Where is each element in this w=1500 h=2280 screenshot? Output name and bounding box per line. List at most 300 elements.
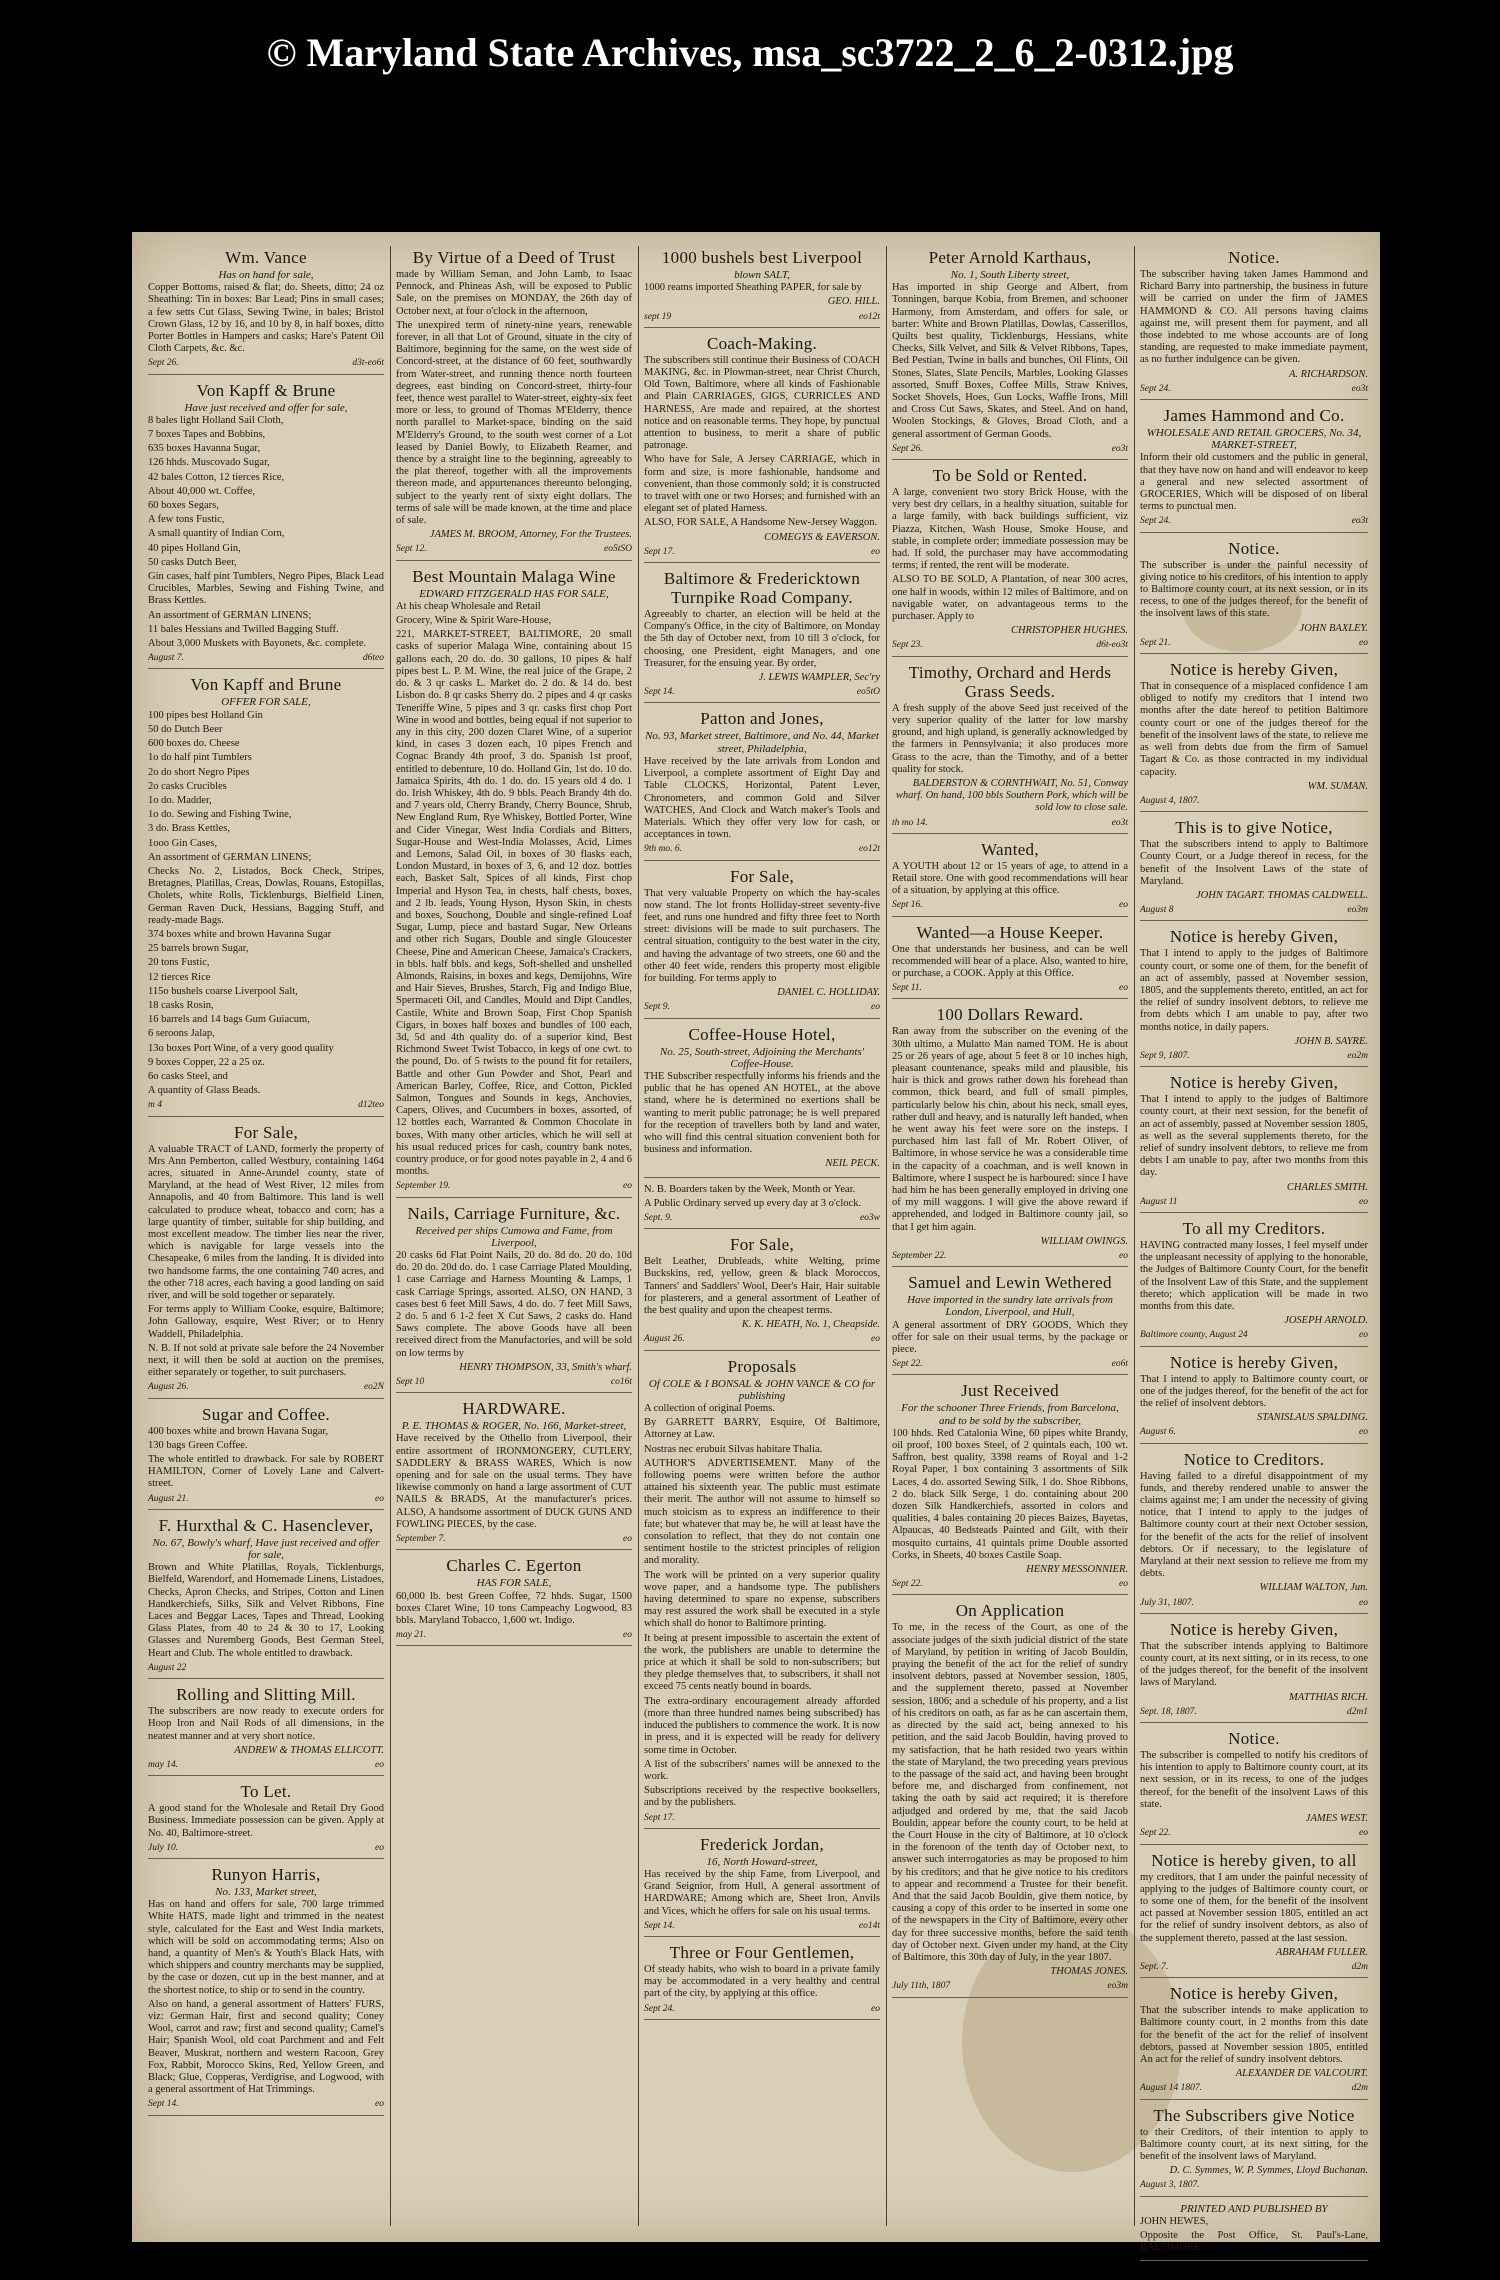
ad-body-text: 1o do. Madder,	[148, 794, 212, 806]
ad-signature: ANDREW & THOMAS ELLICOTT.	[234, 1744, 384, 1756]
ad-title: Notice is hereby Given,	[1169, 1073, 1339, 1093]
advertisement	[1140, 1729, 1368, 1844]
ad-signature: MATTHIAS RICH.	[1289, 1691, 1368, 1703]
ad-body-text: 1o do. Sewing and Fishing Twine,	[148, 809, 292, 821]
ad-body-text: 20 casks 6d Flat Point Nails, 20 do. 8d do. 20 do. 10d do. 20 do. 20d do. do. 1 case Carriage Plated Moulding, 1 case Carriage and Harness Mounting & Lamps, 1 cask Carriage Springs, assorted. ALSO, ON HAND, 3 cases best 6 feet Mill Saws, 4 do. do. 7 feet Mill Saws, 2 do. 5 and 6 1-2 feet X Cut Saws, 2 casks do. Hand Saws complete. The above Goods have all been received direct from the Manufactories, and will be sold on low terms by	[396, 1250, 632, 1359]
advertisement	[1140, 818, 1368, 921]
ad-body-text: That the subscriber intends applying to Baltimore county court, at its next sitting, or in its recess, to one of the judges thereof, for the benefit of the insolvent laws of Maryland.	[1140, 1640, 1368, 1689]
ad-insertion-code: eo	[1119, 900, 1128, 911]
ad-title: Samuel and Lewin Wethered	[908, 1273, 1112, 1293]
ad-dateline	[892, 1358, 1128, 1370]
advertisement	[892, 663, 1128, 834]
ad-insertion-code: eo	[1359, 1330, 1368, 1341]
ad-body-text: Have received by the late arrivals from London and Liverpool, a complete assortment of Eight Day and Table CLOCKS, Horizontal, Patent Lever, Chronometers, and common Gold and Silver WATCHES, And Clock and Watch maker's Tools and Materials. Which they offer very low for cash, or acceptances in town.	[644, 755, 880, 841]
ad-body-text: 12 tierces Rice	[148, 971, 211, 983]
ad-body-text: 374 boxes white and brown Havanna Sugar	[148, 928, 332, 940]
ad-body-text: The subscribers are now ready to execute orders for Hoop Iron and Nail Rods of all dimensions, in the neatest manner and at very short notice.	[148, 1706, 384, 1742]
ad-date: September 22.	[892, 1251, 947, 1261]
ad-title: By Virtue of a Deed of Trust	[412, 248, 616, 267]
ad-date: Sept 9.	[644, 1002, 670, 1013]
ad-date: sept 19	[644, 311, 672, 322]
ad-signature: JOHN BAXLEY.	[1299, 622, 1368, 634]
ad-subtitle: No. 1, South Liberty street,	[950, 269, 1070, 281]
ad-body-text: About 40,000 wt. Coffee,	[148, 485, 256, 497]
ad-title: On Application	[955, 1601, 1065, 1621]
ad-signature: JAMES M. BROOM, Attorney, For the Trustees.	[429, 529, 632, 541]
ad-body-text: 3 do. Brass Kettles,	[148, 823, 230, 835]
ad-signature: NEIL PECK.	[825, 1158, 880, 1170]
ad-date: Sept 11.	[892, 983, 922, 994]
ad-title: To be Sold or Rented.	[932, 466, 1088, 486]
ad-insertion-code: eo2N	[363, 1382, 384, 1393]
advertisement	[892, 923, 1128, 1000]
advertisement	[892, 466, 1128, 657]
ad-insertion-code: eo	[375, 1493, 384, 1504]
ad-dateline	[148, 652, 384, 664]
ad-insertion-code: eo	[1359, 1427, 1368, 1438]
ad-insertion-code: eo	[1359, 1828, 1368, 1839]
ad-date: August 22	[148, 1662, 187, 1673]
ad-body-text: to their Creditors, of their intention to apply to Baltimore county court, at its next sitting, for the benefit of the insolvent laws of Maryland.	[1140, 2126, 1368, 2162]
ad-date: Sept. 7.	[1140, 1961, 1169, 1972]
ad-body-text: 115o bushels coarse Liverpool Salt,	[148, 985, 298, 997]
ad-insertion-code: eo	[1359, 1597, 1368, 1608]
ad-date: Sept 14.	[644, 687, 675, 698]
ad-insertion-code: eo3m	[1107, 1981, 1128, 1992]
advertisement	[396, 567, 632, 1198]
ad-date: Sept 24.	[644, 2003, 675, 2014]
ad-title: To Let.	[240, 1782, 292, 1802]
advertisement	[148, 1865, 384, 2116]
ad-dateline	[644, 546, 880, 558]
ad-body-text: A fresh supply of the above Seed just received of the very superior quality of the latter for low marshy ground, and high upland, is generally acknowledged by the farmers in Pennsylvania; it also produces more Grass to the acre, than the Timothy, and of a better quality for stock.	[892, 702, 1128, 775]
ad-dateline	[644, 1812, 880, 1824]
advertisement	[396, 1399, 632, 1550]
ad-title: Sugar and Coffee.	[201, 1404, 330, 1424]
ad-insertion-code: eo6t	[1111, 1359, 1128, 1370]
ad-dateline	[892, 1578, 1128, 1590]
ad-dateline	[644, 1333, 880, 1345]
ad-dateline	[644, 1920, 880, 1932]
ad-date: Sept 23.	[892, 640, 923, 651]
ad-insertion-code: eo	[871, 1334, 880, 1345]
ad-title: Wm. Vance	[225, 248, 307, 267]
ad-title: Notice to Creditors.	[1183, 1449, 1325, 1469]
ad-signature: DANIEL C. HOLLIDAY.	[777, 987, 880, 999]
ad-date: August 7.	[148, 653, 184, 664]
ad-date: September 7.	[396, 1534, 446, 1545]
ad-body-text: About 3,000 Muskets with Bayonets, &c. complete.	[148, 638, 367, 650]
ad-subtitle: Of COLE & I BONSAL & JOHN VANCE & CO for publishing	[648, 1377, 876, 1402]
column-4	[886, 248, 1134, 2226]
ad-title: For Sale,	[729, 1235, 795, 1255]
ad-dateline	[148, 1099, 384, 1111]
ad-insertion-code: eo	[623, 1181, 632, 1192]
advertisement	[1140, 1219, 1368, 1347]
ad-date: August 26.	[644, 1334, 685, 1345]
ad-dateline	[148, 1842, 384, 1854]
ad-body-text: 13o boxes Port Wine, of a very good quality	[148, 1042, 334, 1054]
ad-dateline	[644, 311, 880, 323]
ad-body-text: Inform their old customers and the public in general, that they have now on hand and will endeavor to keep a general and new selected assortment of GROCERIES, Which will be disposed of on liberal terms to punctual men.	[1140, 452, 1368, 513]
ad-date: Sept 22.	[1140, 1828, 1171, 1839]
ad-body-text: 100 hhds. Red Catalonia Wine, 60 pipes white Brandy, oil proof, 100 boxes Steel, of 2 quintals each, 100 wt. Saffron, best quality, 3398 reams of Royal and 1-2 Royal Paper, 1 box containing 3 assortments of Silk Laces, 4 do. assorted Sewing Silk, 1 do. Shoe Ribbons, 2 do. black Silk Serge, 1 do. containing about 200 dozen Silk Handkerchiefs, assorted in colors and qualities, 4 bales containing 20 pieces Baizes, Bayetas, Alpaucas, 40 Bedsteads Painted and Gilt, with their mosquito curtains, 41 quintals prime Double assorted Corks, in Sheets, 40 boxes Castile Soap.	[892, 1427, 1128, 1561]
ad-body-text: One that understands her business, and can be well recommended will hear of a place. Also, wanted to hire, or purchase, a COOK. Apply at this Office.	[892, 943, 1128, 979]
ad-body-text: The extra-ordinary encouragement already afforded (more than three hundred names being subscribed) has induced the publishers to commence the work. It is now in press, and it is expected will be ready for delivery some time in October.	[644, 1695, 880, 1756]
ad-body-text: An assortment of GERMAN LINENS;	[148, 851, 312, 863]
ad-title: Coach-Making.	[706, 333, 818, 353]
ad-body-text: 126 hhds. Muscovado Sugar,	[148, 457, 270, 469]
ad-date: September 19.	[396, 1181, 451, 1192]
ad-body-text: That the subscriber intends to make application to Baltimore county court, in 2 months from this date for the benefit of the act for the relief of insolvent debtors, passed at November session 1805, entitled An act for the relief of sundry insolvent debtors.	[1140, 2005, 1368, 2065]
ad-body-text: The unexpired term of ninety-nine years, renewable forever, in all that Lot of Ground, situate in the city of Baltimore, beginning for the same, on the west side of Concord-street, at the distance of 60 feet, southwardly from Water-street, and running thence north fourteen degrees, east binding on Concord-street, thirty-four feet, thence west parallel to Water-street, eighty-six feet more or less, to ground of Thomas M'Elderry, thence north parallel to Market-space, binding on the said M'Elderry's Ground, to the south west corner of a Lot leased by Daniel Bowly, to Elizabeth Reamer, and thence by a straight line to the beginning, agreeably to the plat thereof, together with all the improvements thereon made, and appurtenances thereunto belonging, subject to the yearly rent of sixty eight dollars. The terms of sale will be made known, at the time and place of sale.	[396, 319, 632, 527]
ad-body-text: 1000 reams imported Sheathing PAPER, for sale by	[644, 282, 862, 294]
ad-title: Runyon Harris,	[211, 1864, 321, 1884]
ad-dateline	[1140, 1329, 1368, 1341]
ad-body-text: It being at present impossible to ascertain the extent of the work, the publishers are unable to determine the price at which it shall be sold to non-subscribers; but they pledge themselves that, to subscribers, it shall not exceed 75 cents neatly bound in boards.	[644, 1632, 880, 1693]
ad-body-text: Has imported in ship George and Albert, from Tonningen, barque Kobia, from Bremen, and schooner Harmony, from Amsterdam, and offers for sale, or barter: White and Brown Platillas, Dowlas, Casserillos, Quilts best quality, Ticklenburgs, Hessians, white Checks, Silk Velvet, and Silk & Velvet Ribbons, Tapes, Bed Pestian, Twine in balls and bunches, Oil Flints, Oil Stones, Slates, Slate Pencils, Marbles, Looking Glasses assorted, Snuff Boxes, Coffee Mills, Straw Knives, Socket Shovels, Hoes, Gun Locks, Waffle Irons, Mill and Cross Cut Saws, Skates, and Steel. And on hand, Woolen Stockings, & Gloves, Broad Cloth, and a general assortment of German Goods.	[892, 282, 1128, 440]
ad-title: Notice is hereby Given,	[1169, 927, 1339, 947]
ad-date: Sept 9, 1807.	[1140, 1050, 1190, 1061]
ad-dateline	[892, 443, 1128, 455]
ad-insertion-code: eo3w	[859, 1212, 880, 1223]
ad-body-text: A quantity of Glass Beads.	[148, 1085, 261, 1097]
ad-signature: ALEXANDER DE VALCOURT.	[1235, 2068, 1368, 2080]
ad-dateline	[1140, 383, 1368, 395]
ad-body-text: my creditors, that I am under the painful necessity of applying to the judges of Baltimore county court, or to some one of them, for the benefit of the insolvent act passed at November session 1805, entitled an act for the relief of sundry insolvent debtors, as also of the supplement thereto, passed at the last session.	[1140, 1871, 1368, 1944]
advertisement	[148, 675, 384, 1116]
advertisement	[644, 248, 880, 328]
ad-title: HARDWARE.	[462, 1399, 566, 1419]
advertisement	[644, 1943, 880, 2020]
ad-insertion-code: eo	[1359, 1196, 1368, 1207]
advertisement	[1140, 1353, 1368, 1444]
ad-date: July 31, 1807.	[1140, 1597, 1194, 1608]
ad-date: Sept 24.	[1140, 516, 1171, 527]
ad-body-text: The subscribers still continue their Business of COACH MAKING, &c. in Plowman-street, near Christ Church, Old Town, Baltimore, where all kinds of Fashionable and Plain CARRIAGES, GIGS, CURRICLES AND HARNESS, Are made and repaired, at the shortest notice and on reasonable terms. They hope, by punctual attention to business, to merit a share of public patronage.	[644, 354, 880, 452]
ad-body-text: 2o do short Negro Pipes	[148, 766, 250, 778]
advertisement	[396, 1204, 632, 1394]
ad-insertion-code: eo3t	[1111, 443, 1128, 454]
ad-subtitle: Have just received and offer for sale,	[184, 401, 348, 414]
ad-body-text: 60 boxes Segars,	[148, 500, 219, 512]
ad-date: Sept 17.	[644, 546, 675, 557]
ad-dateline	[148, 1381, 384, 1393]
ad-body-text: Nostras nec erubuit Silvas habitare Thalia.	[644, 1443, 823, 1455]
ad-signature: STANISLAUS SPALDING.	[1256, 1412, 1368, 1424]
ad-date: may 14.	[148, 1759, 179, 1770]
advertisement	[148, 1405, 384, 1510]
ad-dateline	[148, 2098, 384, 2110]
ad-dateline	[644, 1212, 880, 1224]
ad-date: Sept 26.	[148, 358, 179, 369]
advertisement	[644, 1184, 880, 1230]
ad-body-text: 18 casks Rosin,	[148, 999, 214, 1011]
ad-body-text: 6 seroons Jalap,	[148, 1028, 215, 1040]
ad-insertion-code: eo	[375, 1842, 384, 1853]
ad-subtitle: blown SALT,	[734, 269, 790, 281]
ad-dateline	[1140, 904, 1368, 916]
ad-dateline	[892, 639, 1128, 651]
ad-dateline	[148, 357, 384, 369]
column-1	[142, 248, 390, 2226]
ad-body-text: Ran away from the subscriber on the evening of the 30th ultimo, a Mulatto Man named TOM. He is about 25 or 26 years of age, about 5 feet 8 or 10 inches high, pleasant countenance, speaks mild and plausible, his hair is thick and grows rather down his forehead than common, thick beard, and full of small pimples, particularly below his chin, about his neck, small eyes, rather dull and heavy, and is naturally left handed, when he went away his feet were sore on the insteps. I purchased him last fall of Mr. Robert Oliver, of Baltimore, in whose service he was a considerable time in the capacity of a coachman, and is well known in Baltimore, where I suspect he is harboured: since I have had him he has been generally employed in driving one of my mill waggons. I will give the above reward if apprehended, and lodged in Baltimore county jail, so that I get him again.	[892, 1026, 1128, 1233]
ad-signature: WILLIAM OWINGS.	[1040, 1235, 1128, 1247]
advertisement	[892, 1273, 1128, 1375]
ad-body-text: The subscriber having taken James Hammond and Richard Barry into partnership, the business in future will be carried on under the firm of JAMES HAMMOND & CO. All persons having claims against me, will present them for payment, and all those indebted to me whose accounts are of long standing, are requested to make immediate payment, as no further indulgence can be given.	[1140, 269, 1368, 366]
ad-date: Sept. 18, 1807.	[1140, 1706, 1197, 1717]
ad-dateline	[644, 843, 880, 855]
ad-body-text: AUTHOR'S ADVERTISEMENT. Many of the following poems were written before the author attained his sixteenth year. The public must estimate their merit. The author will not assume to himself so much stoicism as to express an indifference to their fate; but whatever that may be, he will at least have the consolation to reflect, that they do not contain one sentiment hostile to the strictest principles of religion and morality.	[644, 1457, 880, 1567]
ad-dateline	[1140, 2082, 1368, 2094]
ad-dateline	[1140, 2179, 1368, 2191]
ad-body-text: Copper Bottoms, raised & flat; do. Sheets, ditto; 24 oz Sheathing: Tin in boxes: Bar Lead; Pins in small cases; a few setts Cut Glass, Sewing Twine, in bales; Bristol Crown Glass, 12 by 16, and 10 by 8, in half boxes, ditto Porter Bottles in Hampers and casks; Hare's Patent Oil Cloth Carpets, &c. &c.	[148, 282, 384, 355]
ad-title: Wanted—a House Keeper.	[916, 922, 1104, 942]
ad-body-text: By GARRETT BARRY, Esquire, Of Baltimore, Attorney at Law.	[644, 1417, 880, 1441]
ad-date: July 10.	[148, 1842, 179, 1853]
advertisement	[148, 1685, 384, 1776]
ad-body-text: 600 boxes do. Cheese	[148, 738, 240, 750]
ad-title: Frederick Jordan,	[699, 1834, 825, 1854]
ad-body-text: 50 casks Dutch Beer,	[148, 556, 237, 568]
ad-title: Charles C. Egerton	[446, 1556, 582, 1576]
ad-dateline	[1140, 795, 1368, 807]
ad-date: Baltimore county, August 24	[1140, 1330, 1248, 1341]
ad-date: Sept 10	[396, 1377, 425, 1388]
ad-body-text: 50 do Dutch Beer	[148, 723, 223, 735]
ad-subtitle: Have imported in the sundry late arrivals from London, Liverpool, and Hull,	[907, 1294, 1113, 1319]
ad-body-text: made by William Seman, and John Lamb, to Isaac Pennock, and Phineas Ash, will be exposed to Public Sale, on the premises on MONDAY, the 26th day of October next, at four o'clock in the afternoon,	[396, 269, 632, 317]
ad-signature: JAMES WEST.	[1305, 1813, 1368, 1825]
ad-body-text: For terms apply to William Cooke, esquire, Baltimore; John Galloway, esquire, West River; or to Henry Waddell, Philadelphia.	[148, 1304, 384, 1340]
ad-body-text: ALSO TO BE SOLD, A Plantation, of near 300 acres, one half in woods, within 12 miles of Baltimore, and on navigable water, on advantageous terms to the purchaser. Apply to	[892, 574, 1128, 623]
ad-body-text: 1o do half pint Tumblers	[148, 752, 252, 764]
ad-insertion-code: d6t-eo3t	[1096, 640, 1128, 651]
ad-body-text: N. B. If not sold at private sale before the 24 November next, it will then be sold at auction on the premises, either separately or together, to suit purchasers.	[148, 1342, 384, 1379]
ad-body-text: The whole entitled to drawback. For sale by ROBERT HAMILTON, Corner of Lovely Lane and Calvert-street.	[148, 1454, 384, 1490]
ad-signature: JOSEPH ARNOLD.	[1284, 1315, 1368, 1327]
ad-date: may 21.	[396, 1630, 427, 1641]
ad-title: 100 Dollars Reward.	[936, 1005, 1084, 1025]
ad-date: th mo 14.	[892, 817, 928, 828]
ad-insertion-code: eo	[871, 1002, 880, 1013]
ad-signature: THOMAS JONES.	[1050, 1966, 1128, 1978]
ad-title: James Hammond and Co.	[1163, 406, 1345, 426]
ad-body-text: HAVING contracted many losses, I feel myself under the unpleasant necessity of applying to the honorable, the Judges of Baltimore County Court, for the benefit of the Insolvent Law of this State, and the supplement thereto; which application will be made in two months from this date.	[1140, 1239, 1368, 1312]
ad-title: Peter Arnold Karthaus,	[928, 248, 1092, 267]
ad-body-text: 40 pipes Holland Gin,	[148, 542, 241, 554]
ad-title: Coffee-House Hotel,	[688, 1024, 836, 1044]
ad-subtitle: PRINTED AND PUBLISHED BY	[1180, 2202, 1328, 2215]
ad-date: 9th mo. 6.	[644, 844, 682, 855]
ad-body-text: At his cheap Wholesale and Retail	[396, 600, 541, 612]
advertisement	[148, 1516, 384, 1679]
ad-insertion-code: eo12t	[858, 844, 880, 855]
ad-insertion-code: eo3t	[1351, 516, 1368, 527]
ad-signature: WM. SUMAN.	[1307, 780, 1368, 792]
ad-signature: JOHN B. SAYRE.	[1294, 1035, 1368, 1047]
ad-dateline	[148, 1759, 384, 1771]
column-3	[638, 248, 886, 2226]
ad-dateline	[1140, 1706, 1368, 1718]
ad-signature: COMEGYS & EAVERSON.	[764, 531, 880, 543]
ad-title: Nails, Carriage Furniture, &c.	[407, 1203, 621, 1223]
ad-body-text: To me, in the recess of the Court, as one of the associate judges of the sixth judicial district of the state of Maryland, by petition in writing of Jacob Bouldin, praying the benefit of the act for the relief of sundry insolvent debtors, passed at November session, 1805, and the supplement thereto, passed at November session, 1806; and a schedule of his property, and a list of his creditors on oath, as far as he can ascertain them, as directed by the said act, being annexed to his petition, and the said Jacob Bouldin, having proved to my satisfaction, that he hath resided two years within the state of Maryland, the two preceding years previous to the passage of the said act, and having been brought before me, and discharged from confinement, not taking the oath by said act required; it is therefore adjudged and ordered by me, that the said Jacob Bouldin, appear before the county court, to be held at the Court House in the city of Baltimore, at 10 o'clock in the forenoon of the tenth day of October next, to answer such interrogatories as may be proposed to him by his creditors; and that he give notice to his creditors to appear and recommend a Trustee for their benefit. And that the said Jacob Bouldin, give them notice, by causing a copy of this order to be inserted in some one of the newspapers in the City of Baltimore, every other day for three successive months, before the said tenth day of October next. Given under my hand, at the City of Baltimore, this 30th day of July, in the year 1807.	[892, 1622, 1128, 1963]
ad-date: Sept 22.	[892, 1579, 923, 1590]
ad-body-text: Who have for Sale, A Jersey CARRIAGE, which in form and size, is more fashionable, handsome and convenient, than those commonly sold; it is constructed to travel with one or two Horses; and furnished with an elegant set of plated Harness.	[644, 454, 880, 515]
advertisement	[1140, 406, 1368, 533]
ad-body-text: A good stand for the Wholesale and Retail Dry Good Business. Immediate possession can be given. Apply at No. 40, Baltimore-street.	[148, 1803, 384, 1839]
ad-title: Rolling and Slitting Mill.	[176, 1685, 356, 1705]
ad-body-text: A Public Ordinary served up every day at 3 o'clock.	[644, 1197, 862, 1209]
ad-body-text: Has on hand and offers for sale, 700 large trimmed White HATS, made light and trimmed in the neatest style, calculated for the East and West India markets, which will be sold on accommodating terms; Also on hand, a quantity of Men's & Youth's Black Hats, with which shippers and country merchants may be supplied, by the case or dozen, cut up in the best manner, and at the shortest notice, to ship or to send in the country.	[148, 1899, 384, 1996]
ad-date: August 6.	[1140, 1427, 1176, 1438]
ad-dateline	[148, 1662, 384, 1674]
ad-insertion-code: eo5tSO	[604, 544, 632, 555]
ad-dateline	[644, 2003, 880, 2015]
ad-dateline	[1140, 1196, 1368, 1208]
ad-signature: WILLIAM WALTON, Jun.	[1259, 1582, 1368, 1594]
ad-body-text: 130 bags Green Coffee.	[148, 1439, 248, 1451]
advertisement	[1140, 927, 1368, 1067]
ad-body-text: A small quantity of Indian Corn,	[148, 528, 285, 540]
ad-insertion-code: eo	[1359, 637, 1368, 648]
ad-signature: HENRY MESSONNIER.	[1026, 1564, 1128, 1576]
ad-body-text: 2o casks Crucibles	[148, 780, 227, 792]
ad-date: Sept 22.	[892, 1359, 923, 1370]
advertisement	[1140, 248, 1368, 400]
ad-title: To all my Creditors.	[1182, 1218, 1326, 1238]
ad-body-text: 221, MARKET-STREET, BALTIMORE, 20 small casks of superior Malaga Wine, containing about 15 gallons each, 20 do. do. 30 gallons, 10 pipes & half pipes best L. P. M. Wine, the real juice of the Grape, 2 do. & 3 qr casks L. Market do. 2 do. & 14 do. best Lisbon do. 8 qr casks Sherry do. 2 pipes and 4 qr casks Teneriffe Wine, 5 pipes and 3 qr. casks first chop Port Wine in wood and bottles, being equal if not superior to any in this city, 200 dozen Claret Wine, of a superior kind, in cases 3 dozen each, 10 pipes French and Cognac Brandy 4th proof, 3 do. Spanish 1st proof, entitled to debenture, 10 do. Holland Gin, 1st do. 10 do. Jamaica Spirits, 4th do. 1 do. do. 15 years old 4 do. 1 do. Irish Whiskey, 4th do. 9 bbls. Peach Brandy 4th do. and 7 years old, Cherry Brandy, Cherry Bounce, Shrub, New England Rum, Rye Whiskey, Bottled Porter, Wine and Cider Vinegar, West India Cordials and Bitters, Sugar-House and West-India Molasses, Acid, Limes and Lemons, Salad Oil, in boxes of 30 flasks each, London Mustard, in boxes of 3, 6, and 12 doz. bottles each, Basket Salt, Spices of all kinds, First chop Imperial and Hyson Tea, in chests, half chests, boxes, and 2 lb. leads, Young Hyson, Hyson Skin, in chests and boxes, Souchong, Double and single-refined Loaf Sugar, Lump, piece and bastard Sugar, New Orleans and other rich Sugars, Double and single Gloucester Cheese, Pine and American Cheese, Jamaica's Crackers, in bbls. half bbls. and kegs, Soft-shelled and unshelled Almonds, Raisins, in boxes and kegs, Demijohns, Wire and Hair Sieves, Brushes, Starch, Fig and Indigo Blue, Spermaceti Oil, and Candles, Mould and Dipt Candles, Castile, White and Brown Soap, First Chop Spanish Cigars, in boxes half boxes and bundles of 100 each, 3d, 5d and 4th quality do. of a superior kind, Best Richmond Sweet Twist Tobacco, in kegs of one cwt. to the pound, Do. of 5 twists to the pound fit for retailers, Battle and other Gun Powder and Shot, Pearl and American Barley, Coffee, Rice, and Cotton, Pickled Salmon, Tongues and Sounds in kegs, Anchovies, Capers, Olives, and Cucumbers in boxes, assorted, of 12 bottles each, Warranted & Common Chocolate in boxes, With many other articles, which he will sell at his usual reduced prices for cash, country bank notes, country produce, or for good notes payable in 2, 4 and 6 months.	[396, 629, 633, 1178]
ad-body-text: JOHN HEWES,	[1140, 2215, 1209, 2227]
advertisement	[892, 1381, 1128, 1595]
ad-date: Sept 24.	[1140, 383, 1171, 394]
ad-title: The Subscribers give Notice	[1153, 2105, 1355, 2125]
ad-title: Notice.	[1228, 538, 1280, 558]
ad-insertion-code: d6teo	[362, 653, 384, 664]
ad-signature: BALDERSTON & CORNTHWAIT, No. 51, Conway wharf. On hand, 100 bbls Southern Pork, which will be sold low to close sale.	[895, 777, 1128, 814]
ad-body-text: Also on hand, a general assortment of Hatters' FURS, viz: German Hair, first and second quality; Coney Wool, carrot and raw; first and second quality; Camel's Hair; Spanish Wool, old coat Parchment and and Felt Beaver, Muskrat, northern and western Racoon, Grey Fox, Rabbit, Morocco Skins, Red, Yellow Green, and Black; Glue, Copperas, Verdigrise, and Logwood, with a general assortment of Hat Trimmings.	[148, 1998, 384, 2096]
ad-dateline	[1140, 1050, 1368, 1062]
ad-insertion-code: d3t-eo6t	[352, 358, 384, 369]
ad-subtitle: WHOLESALE AND RETAIL GROCERS, No. 34, MARKET-STREET,	[1146, 427, 1362, 452]
newspaper-page	[132, 232, 1380, 2254]
ad-insertion-code: eo	[1119, 983, 1128, 994]
advertisement	[396, 248, 632, 561]
ad-title: Patton and Jones,	[700, 709, 824, 729]
advertisement	[148, 1782, 384, 1859]
ad-dateline	[1140, 637, 1368, 649]
advertisement	[1140, 2203, 1368, 2262]
advertisement	[644, 709, 880, 860]
ad-date: August 26.	[148, 1382, 189, 1393]
ad-title: 1000 bushels best Liverpool	[661, 248, 863, 267]
ad-subtitle: HAS FOR SALE,	[476, 1577, 552, 1590]
ad-signature: CHRISTOPHER HUGHES.	[1010, 625, 1128, 637]
ad-insertion-code: co16t	[610, 1377, 632, 1388]
ad-body-text: 1ooo Gin Cases,	[148, 837, 218, 849]
ad-signature: JOHN TAGART. THOMAS CALDWELL.	[1196, 889, 1368, 901]
ad-body-text: A general assortment of DRY GOODS, Which they offer for sale on their usual terms, by the package or piece.	[892, 1319, 1128, 1356]
ad-insertion-code: eo3t	[1111, 817, 1128, 828]
ad-date: August 14 1807.	[1140, 2083, 1203, 2094]
advertisement	[148, 248, 384, 375]
ad-title: Baltimore & Fredericktown Turnpike Road Company.	[663, 569, 861, 608]
ad-body-text: Have received by the Othello from Liverpool, their entire assortment of IRONMONGERY, CUTLERY, SADDLERY & BRASS WARES, Which is now opening and for sale on the usual terms. They have likewise commonly on hand a large assortment of CUT NAILS & BRADS, At the manufacturer's prices. ALSO, A handsome assortment of DUCK GUNS AND FOWLING PIECES, by the case.	[396, 1433, 632, 1530]
ad-body-text: 16 barrels and 14 bags Gum Guiacum,	[148, 1014, 310, 1026]
ad-dateline	[1140, 515, 1368, 527]
ad-title: Notice.	[1228, 248, 1280, 267]
advertisement	[1140, 660, 1368, 812]
advertisement	[396, 1556, 632, 1646]
ad-insertion-code: eo3m	[1347, 905, 1368, 916]
ad-date: Sept 21.	[1140, 637, 1171, 648]
ad-body-text: A few tons Fustic,	[148, 514, 225, 526]
ad-dateline	[396, 543, 632, 555]
ad-insertion-code: eo	[1119, 1251, 1128, 1261]
advertisement	[644, 1357, 880, 1829]
advertisement	[1140, 1984, 1368, 2099]
ad-body-text: That I intend to apply to Baltimore county court, or one of the judges thereof, for the benefit of the act for the relief of insolvent debtors.	[1140, 1373, 1368, 1410]
ad-body-text: 60,000 lb. best Green Coffee, 72 hhds. Sugar, 1500 boxes Claret Wine, 10 tons Campeachy Logwood, 83 bbls. Maryland Tobacco, 1,600 wt. Indigo.	[396, 1590, 632, 1626]
ad-title: Notice is hereby Given,	[1169, 1984, 1339, 2004]
advertisement	[148, 1123, 384, 1399]
ad-insertion-code: d12teo	[358, 1100, 384, 1111]
advertisement	[644, 1235, 880, 1350]
ad-insertion-code: eo	[375, 2099, 384, 2110]
ad-body-text: Brown and White Platillas, Royals, Ticklenburgs, Bielfeld, Warendorf, and Homemade Linens, Listadoes, Checks, Apron Checks, and Stripes, Cotton and Linen Handkerchiefs, Silks, Silk and Velvet Ribbons, Fine Laces and Beggar Laces, Tapes and Thread, Looking Glass Plates, from 40 to 24 & 30 to 17, Looking Glasses and Nuremberg Goods, Best German Steel, Heart and Club. The whole entitled to drawback.	[148, 1562, 384, 1659]
ad-subtitle: No. 25, South-street, Adjoining the Merchants' Coffee-House.	[659, 1045, 865, 1070]
ad-body-text: Opposite the Post Office, St. Paul's-Lane, BALTIMORE.	[1140, 2229, 1368, 2254]
ad-body-text: A large, convenient two story Brick House, with the very best dry cellars, in a healthy situation, suitable for a large family, with back buildings sufficient, viz Piazza, Kitchen, Wash House, Smoke House, and stable, in complete order; immediate possession may be had. If sold, the purchaser may have accommodating terms; if rented, the rent will be moderate.	[892, 487, 1128, 572]
ad-body-text: 6o casks Steel, and	[148, 1070, 228, 1082]
ad-date: August 11	[1140, 1196, 1178, 1207]
ad-date: Sept 16.	[892, 900, 923, 911]
ad-title: For Sale,	[729, 866, 795, 886]
advertisement	[1140, 2106, 1368, 2197]
ad-body-text: A collection of original Poems.	[644, 1403, 775, 1415]
ad-title: Timothy, Orchard and Herds Grass Seeds.	[908, 662, 1112, 701]
advertisement	[892, 248, 1128, 460]
ad-insertion-code: eo	[623, 1534, 632, 1545]
ad-body-text: That I intend to apply to the judges of Baltimore county court, at their next session, for the benefit of an act of assembly, passed at November session 1805, as well as the several supplements thereto, for the relief of sundry insolvent debtors, to relieve me from debts I am unable to pay, after two months from this day.	[1140, 1094, 1368, 1179]
ad-body-text: 9 boxes Copper, 22 a 25 oz.	[148, 1056, 265, 1068]
advertisement	[1140, 1851, 1368, 1979]
advertisement	[1140, 1620, 1368, 1723]
advertisement	[1140, 1073, 1368, 1213]
ad-body-text: 20 tons Fustic,	[148, 957, 210, 969]
ad-signature: HENRY THOMPSON, 33, Smith's wharf.	[459, 1361, 632, 1373]
ad-title: Best Mountain Malaga Wine	[412, 566, 616, 586]
ad-insertion-code: eo3t	[1351, 383, 1368, 394]
ad-insertion-code: eo5tO	[856, 687, 880, 698]
ad-title: F. Hurxthal & C. Hasenclever,	[158, 1515, 374, 1535]
ad-insertion-code: eo14t	[858, 1920, 880, 1931]
ad-subtitle: 16, North Howard-street,	[706, 1855, 818, 1868]
ad-body-text: Belt Leather, Drubleads, white Welting, prime Buckskins, red, yellow, green & black Moroccos, Tanners' and Saddlers' Wool, Deer's Hair, Hair suitable for plasterers, and a general assortment of Leather of the best quality and upon the cheapest terms.	[644, 1256, 880, 1316]
ad-title: Von Kapff & Brune	[196, 380, 336, 400]
ad-insertion-code: eo	[871, 2003, 880, 2014]
ad-body-text: THE Subscriber respectfully informs his friends and the public that he has opened AN HOTEL, at the above stand, where he is determined no exertions shall be wanting to merit public patronage; he is well prepared for the reception of travellers both by land and water, who will find this central situation convenient both for business and information.	[644, 1070, 880, 1156]
ad-dateline	[892, 1980, 1128, 1992]
ad-dateline	[1140, 1426, 1368, 1438]
ad-body-text: Agreeably to charter, an election will be held at the Company's Office, in the city of Baltimore, on Monday the 5th day of October next, from 10 till 3 o'clock, for choosing, one President, eight Managers, and one Treasurer, for the ensuing year. By order,	[644, 609, 880, 669]
ad-subtitle: For the schooner Three Friends, from Barcelona, and to be sold by the subscriber,	[901, 1402, 1119, 1427]
advertisement	[892, 1601, 1128, 1997]
advertisement	[892, 840, 1128, 917]
ad-title: Just Received	[961, 1381, 1059, 1401]
ad-body-text: ALSO, FOR SALE, A Handsome New-Jersey Waggon.	[644, 517, 878, 529]
